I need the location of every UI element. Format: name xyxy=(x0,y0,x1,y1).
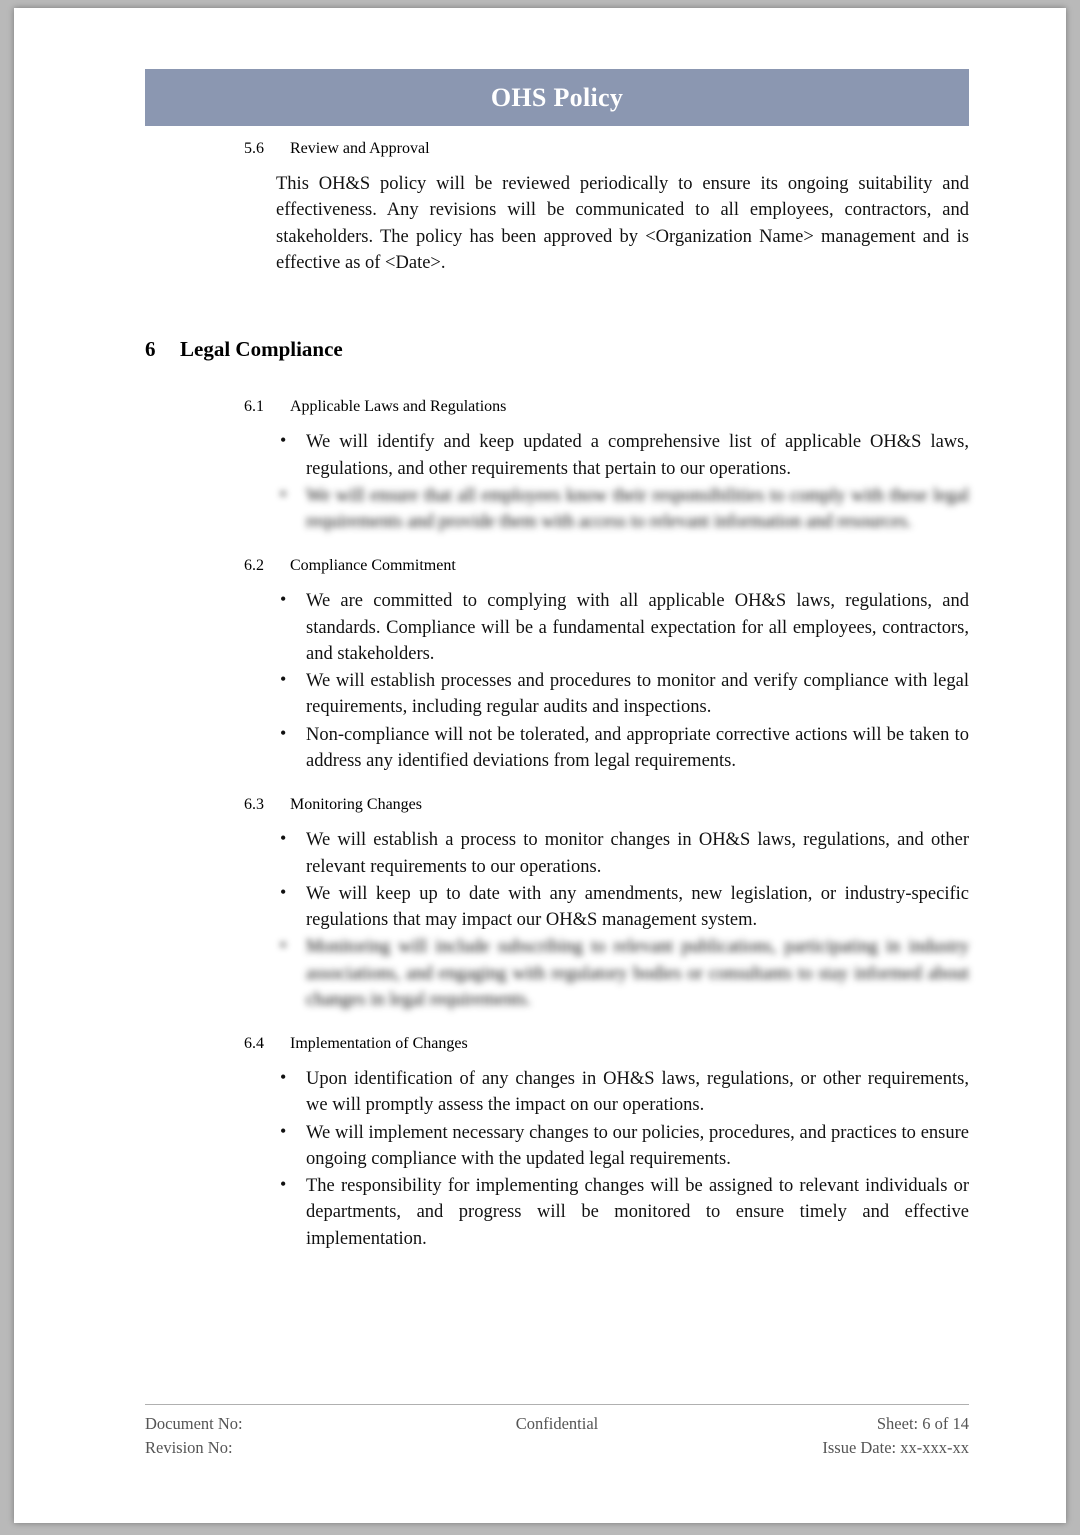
heading-6-title: Legal Compliance xyxy=(180,337,343,362)
list-item: • Upon identification of any changes in OH&S laws, regulations, or other requirements, we will promptly assess the impact on our operations. xyxy=(276,1066,969,1119)
heading-5-6-number: 5.6 xyxy=(244,140,264,157)
heading-6-2 xyxy=(145,557,969,575)
heading-6-1-title: Applicable Laws and Regulations xyxy=(290,398,507,416)
list-item: • We will keep up to date with any amendments, new legislation, or industry-specific regulations that may impact our OH&S management system. xyxy=(276,881,969,934)
section-spacer xyxy=(145,296,969,336)
bullet-list-6-4 xyxy=(145,1066,969,1252)
footer-row-top xyxy=(145,1412,969,1437)
list-item: • The responsibility for implementing changes will be assigned to relevant individuals or departments, and progress will be monitored to ensure timely and effective implementation. xyxy=(276,1173,969,1252)
heading-6 xyxy=(145,336,969,362)
heading-6-1 xyxy=(145,398,969,416)
bullet-list-6-2 xyxy=(145,588,969,774)
heading-spacer xyxy=(145,376,969,398)
heading-6-number: 6 xyxy=(145,337,156,362)
heading-6-4 xyxy=(145,1035,969,1053)
list-item: • We will establish a process to monitor changes in OH&S laws, regulations, and other relevant requirements to our operations. xyxy=(276,827,969,880)
footer-row-bottom xyxy=(145,1436,969,1461)
document-header-band xyxy=(145,69,969,126)
page-footer xyxy=(145,1404,969,1462)
list-item: • We will identify and keep updated a comprehensive list of applicable OH&S laws, regulations, and other requirements that pertain to our operations. xyxy=(276,429,969,482)
list-item-redacted: • We will ensure that all employees know their responsibilities to comply with these legal requirements and provide them with access to relevant information and resources. xyxy=(276,483,969,536)
list-item: • Non-compliance will not be tolerated, and appropriate corrective actions will be taken to address any identified deviations from legal requirements. xyxy=(276,722,969,775)
list-item: • We will implement necessary changes to our policies, procedures, and practices to ensure ongoing compliance with the updated legal requirements. xyxy=(276,1120,969,1173)
bullet-list-6-1 xyxy=(145,429,969,535)
paragraph-5-6: This OH&S policy will be reviewed periodically to ensure its ongoing suitability and effectiveness. Any revisions will be communicated to all employees, contractors, and stakeholders. The policy has been approved by <Organization Name> management and is effective as of <Date>. xyxy=(276,174,969,273)
heading-6-3 xyxy=(145,796,969,814)
page-content-area xyxy=(145,8,969,1523)
document-body xyxy=(145,140,969,1274)
list-item-redacted: • Monitoring will include subscribing to relevant publications, participating in industry associations, and engaging with regulatory bodies or consultants to stay informed about changes in legal requirements. xyxy=(276,934,969,1013)
heading-6-2-title: Compliance Commitment xyxy=(290,557,456,575)
footer-confidential: Confidential xyxy=(515,1413,599,1433)
heading-5-6-title: Review and Approval xyxy=(290,140,430,157)
heading-6-3-title: Monitoring Changes xyxy=(290,796,422,814)
heading-6-1-number: 6.1 xyxy=(244,398,264,416)
bullet-list-6-3 xyxy=(145,827,969,1013)
footer-sheet: Sheet: 6 of 14 xyxy=(876,1413,969,1433)
footer-document-no: Document No: xyxy=(145,1413,243,1433)
document-title: OHS Policy xyxy=(490,82,624,112)
footer-issue-date: Issue Date: xx-xxx-xx xyxy=(822,1438,969,1458)
footer-revision-no: Revision No: xyxy=(145,1438,233,1458)
heading-5-6 xyxy=(145,140,969,158)
list-item: • We are committed to complying with all applicable OH&S laws, regulations, and standards. Compliance will be a fundamental expectation for all employees, contractors, and stakeholders. xyxy=(276,588,969,667)
document-page xyxy=(14,8,1066,1523)
heading-6-4-number: 6.4 xyxy=(244,1035,264,1053)
list-item: • We will establish processes and procedures to monitor and verify compliance with legal requirements, including regular audits and inspections. xyxy=(276,668,969,721)
heading-6-2-number: 6.2 xyxy=(244,557,264,575)
heading-6-4-title: Implementation of Changes xyxy=(290,1035,468,1053)
heading-6-3-number: 6.3 xyxy=(244,796,264,814)
